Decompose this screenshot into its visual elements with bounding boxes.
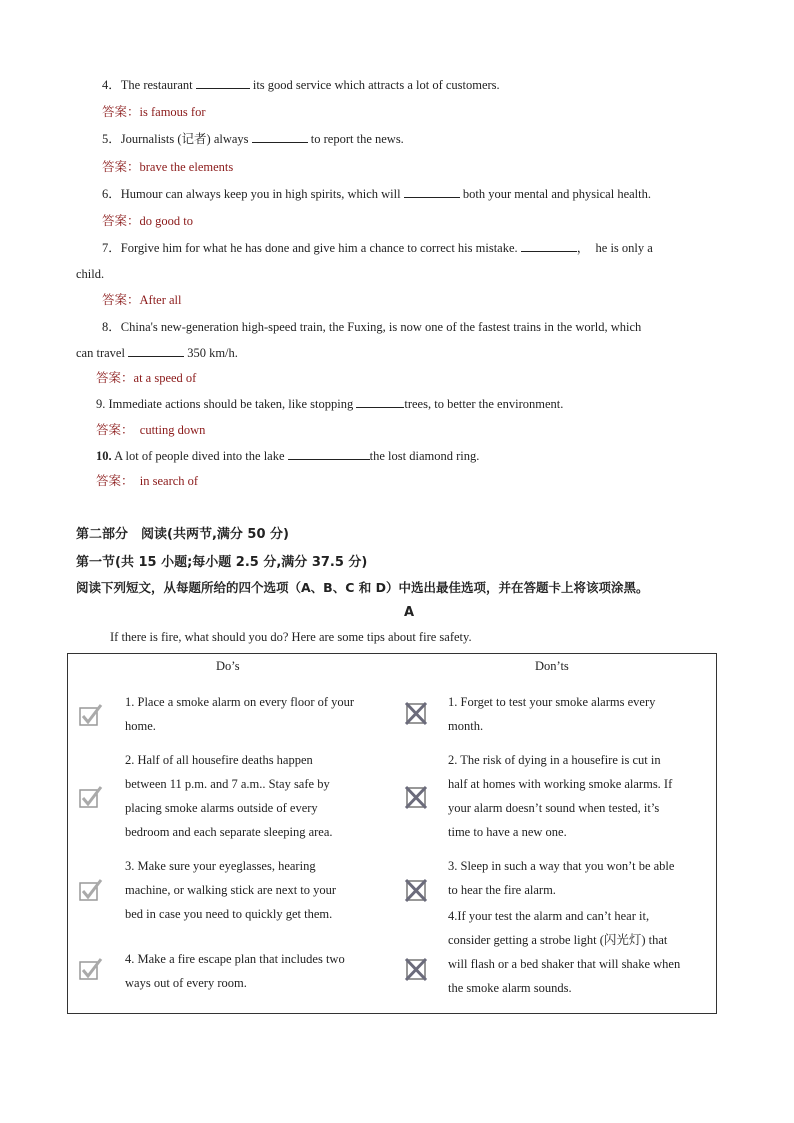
answer-8: 答案：at a speed of [96,371,197,385]
answer-4: 答案：is famous for [102,105,206,119]
section1-title: 第一节(共 15 小题;每小题 2.5 分,满分 37.5 分) [76,555,368,570]
question-7-cont: child. [76,267,105,281]
donts-header: Don’ts [535,659,569,673]
cross-icon [403,700,429,726]
check-icon [78,956,104,982]
check-icon [78,702,104,728]
question-9: 9. Immediate actions should be taken, like stopping trees, to better the environment. [96,397,564,411]
dos-header: Do’s [216,659,240,673]
question-7: 7．Forgive him for what he has done and give him a chance to correct his mistake. ， he is only a [102,241,653,255]
answer-7: 答案：After all [102,293,182,307]
answer-9: 答案： cutting down [96,423,206,437]
answer-5: 答案：brave the elements [102,160,234,174]
question-10: 10. A lot of people dived into the lake the lost diamond ring. [96,449,480,463]
passage-intro: If there is fire, what should you do? Here are some tips about fire safety. [110,630,472,644]
donts-item-4: 4.If your test the alarm and can’t hear it, consider getting a strobe light (闪光灯) that will flash or a bed shaker that will shake when the smoke alarm sounds. [448,909,681,995]
donts-item-1: 1. Forget to test your smoke alarms every month. [448,695,656,733]
check-icon [78,784,104,810]
question-6: 6．Humour can always keep you in high spirits, which will both your mental and physical health. [102,187,651,201]
question-8-cont: can travel 350 km/h. [76,346,238,360]
cross-icon [403,956,429,982]
dos-item-2: 2. Half of all housefire deaths happen between 11 p.m. and 7 a.m.. Stay safe by placing smoke alarms outside of every bedroom and each separate sleeping area. [125,753,333,839]
donts-item-3: 3. Sleep in such a way that you won’t be able to hear the fire alarm. [448,859,675,897]
answer-10: 答案： in search of [96,474,199,488]
check-icon [78,877,104,903]
cross-icon [403,784,429,810]
dos-item-3: 3. Make sure your eyeglasses, hearing machine, or walking stick are next to your bed in case you need to quickly get them. [125,859,337,921]
instruction: 阅读下列短文，从每题所给的四个选项（A、B、C 和 D）中选出最佳选项，并在答题卡上将该项涂黑。 [76,580,649,595]
part2-title: 第二部分 阅读(共两节,满分 50 分) [76,527,289,542]
question-5: 5．Journalists (记者) always to report the news. [102,132,404,146]
dos-item-1: 1. Place a smoke alarm on every floor of your home. [125,695,355,733]
question-8: 8．China's new-generation high-speed train, the Fuxing, is now one of the fastest trains in the world, which [102,320,642,334]
answer-6: 答案：do good to [102,214,193,228]
passage-letter: A [404,605,415,620]
donts-item-2: 2. The risk of dying in a housefire is cut in half at homes with working smoke alarms. If your alarm doesn’t sound when tested, it’s time to have a new one. [448,753,673,839]
dos-item-4: 4. Make a fire escape plan that includes two ways out of every room. [125,952,345,990]
fire-safety-table [67,653,717,1014]
cross-icon [403,877,429,903]
question-4: 4．The restaurant its good service which attracts a lot of customers. [102,78,500,92]
